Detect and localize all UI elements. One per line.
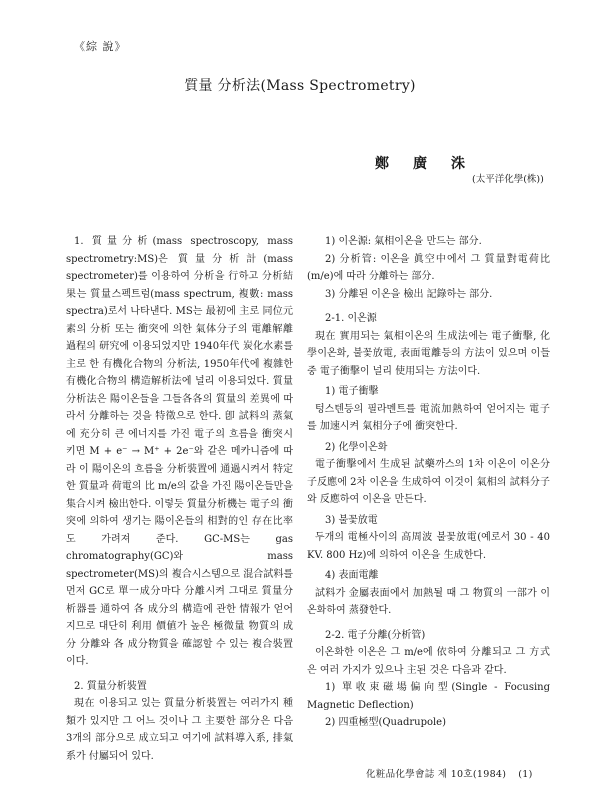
journal-info: 化粧品化學會誌 제 10호(1984) (366, 769, 507, 780)
item-heading: 4) 表面電離 (325, 570, 379, 581)
page-number: (1) (518, 769, 533, 780)
intro-paragraph: 1. 質量分析(mass spectroscopy, mass spectrometry:MS)은 質量分析計(mass spectrometer)를 이용하여 分析을 行하고 分析結果는 質量스펙트럼(mass spectrum, 複數: mass spectra)로서 나타낸다. MS는 最初에 主로 同位元素의 分析 또는 衝突에 의한 氣体分子의 電離解離 過程의 研究에 이용되었지만 1940年代 炭化水素를 主로 한 有機化合物의 分析法, 1950年代에 複雜한 有機化合物의 構造解析法에 널리 이용되었다. 質量分析法은 陽이온들을 그들各各의 質量의 差異에 따라서 分離하는 것을 特徵으로 한다. 卽 試料의 蒸氣에 充分히 큰 에너지를 가진 電子의 흐름을 衝突시키면 M + e⁻ → M⁺ + 2e⁻와 같은 메카니즘에 따라 이 陽이온의 흐름을 分析裝置에 通過시켜서 特定한 質量과 荷電의 比 m/e의 값을 가진 陽이온들만을 集合시켜 檢出한다. 이렇듯 質量分析機는 電子의 衝突에 의하여 생기는 陽이온들의 相對的인 存在比率도 가려져 준다. GC-MS는 gas chromatography(GC)와 mass spectrometer(MS)의 複合시스템으로 混合試料를 먼저 GC로 單一成分마다 分離시켜 그대로 質量分析器를 通하여 各 成分의 構造에 관한 情報가 얻어지므로 대단히 利用 價値가 높은 極微量 物質의 成分 分離와 各 成分物質을 確認할 수 있는 複合裝置이다. (66, 236, 293, 667)
paragraph: 두개의 電極사이의 高周波 불꽃放電(예로서 30 - 40 KV. 800 Hz)에 의하여 이온을 生成한다. (307, 532, 550, 561)
page-footer (366, 766, 533, 780)
subsection-heading: 2-2. 電子分離(分析管) (325, 629, 426, 641)
paragraph: 이온화한 이온은 그 m/e에 依하여 分離되고 그 方式은 여러 가지가 있으나 主된 것은 다음과 같다. (307, 647, 550, 676)
list-item: 2) 分析管: 이온을 眞空中에서 그 質量對電荷比(m/e)에 따라 分離하는 部分. (307, 253, 550, 282)
list-item: 2) 四重極型(Quadrupole) (325, 717, 447, 728)
list-item: 3) 分離된 이온을 檢出 記錄하는 部分. (325, 288, 493, 300)
paragraph: 電子衝擊에서 生成된 試藥까스의 1차 이온이 이온分子反應에 2차 이온을 生成하여 이것이 氣相의 試料分子와 反應하여 이온을 만든다. (307, 459, 550, 505)
right-column (307, 233, 550, 732)
item-heading: 3) 불꽃放電 (325, 514, 378, 526)
item-heading: 1) 電子衝擊 (325, 386, 379, 397)
subsection-heading: 2-1. 이온源 (325, 313, 377, 324)
list-item: 1) 이온源: 氣相이온을 만드는 部分. (325, 236, 482, 247)
author-affiliation: (太平洋化學(株)) (472, 174, 544, 185)
item-heading: 2) 化學이온화 (325, 441, 388, 453)
paragraph: 試料가 金屬表面에서 加熱될 때 그 物質의 一部가 이온화하여 蒸發한다. (307, 587, 550, 616)
paragraph-apparatus: 現在 이용되고 있는 質量分析裝置는 여러가지 種類가 있지만 그 어느 것이나 그 主要한 部分은 다음 3개의 部分으로 成立되고 여기에 試料導入系, 排氣系가 付屬되어 있다. (66, 698, 293, 762)
list-item: 1) 單收束磁場偏向型(Single - Focusing Magnetic Deflection) (307, 682, 550, 711)
paragraph: 텅스텐등의 필라멘트를 電流加熱하여 얻어지는 電子를 加速시켜 氣相分子에 衝突한다. (307, 403, 550, 432)
article-title: 質量 分析法(Mass Spectrometry) (184, 78, 416, 94)
author-name: 鄭廣洙 (375, 156, 489, 172)
section-tag: 《綜 說》 (74, 40, 127, 53)
left-column (66, 233, 293, 765)
section-heading-2: 2. 質量分析裝置 (74, 680, 147, 692)
paragraph: 現在 實用되는 氣相이온의 生成法에는 電子衝擊, 化學이온화, 불꽃放電, 表面電離등의 方法이 있으며 이들 중 電子衝擊이 널리 使用되는 方法이다. (307, 330, 550, 377)
